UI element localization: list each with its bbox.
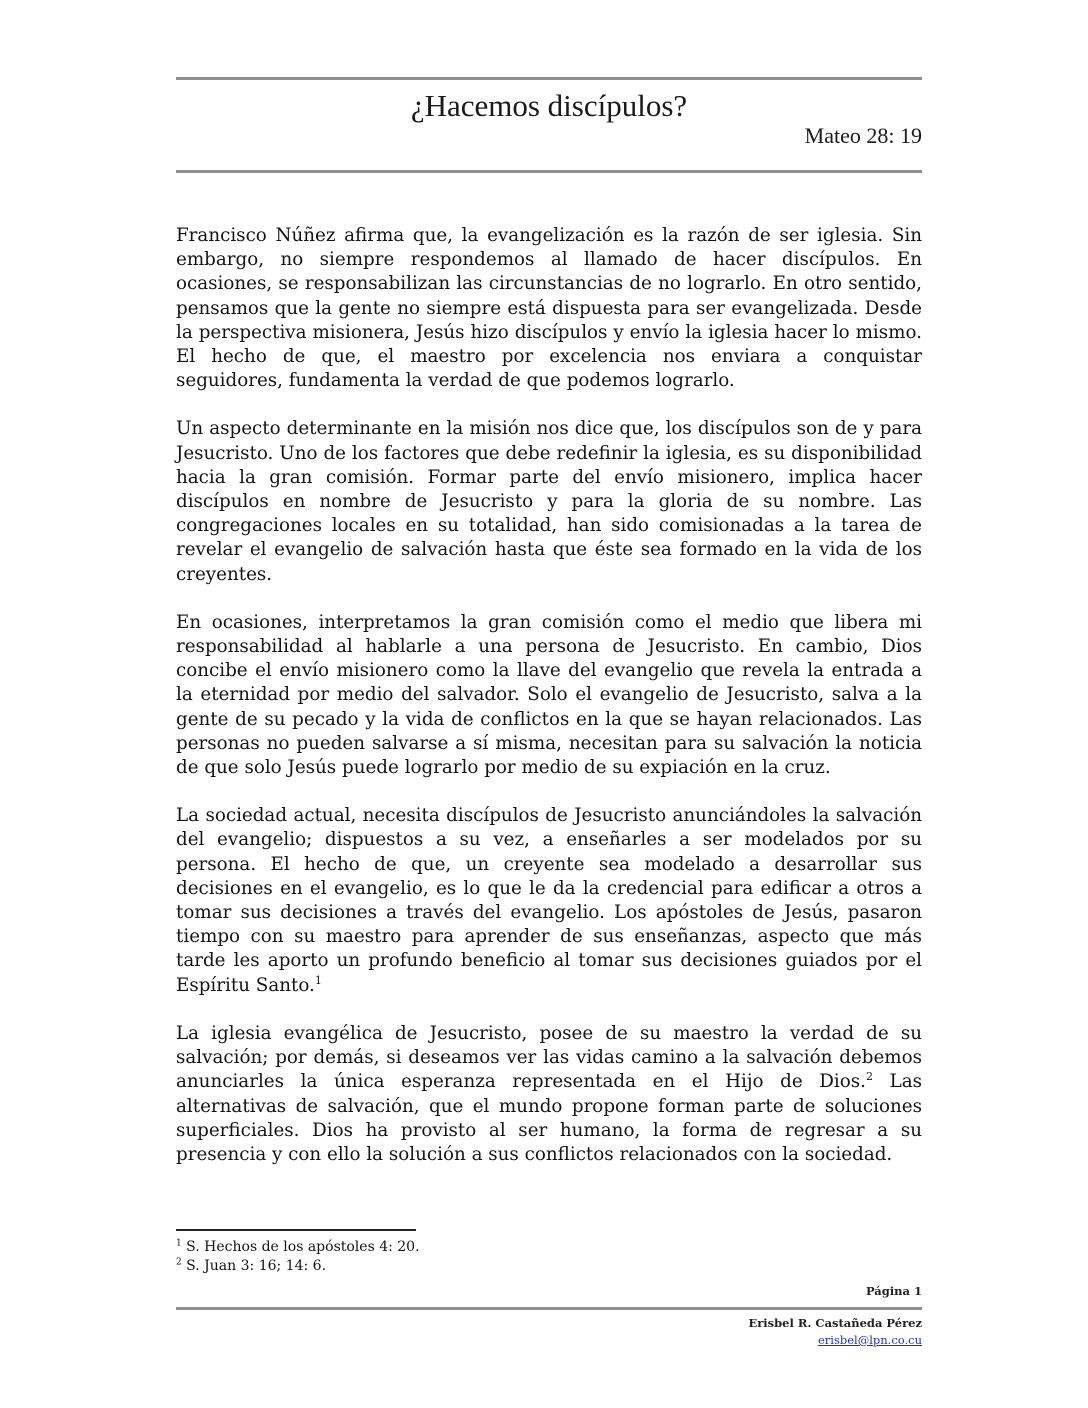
footnote-separator (176, 1229, 416, 1231)
page-number: Página 1 (865, 1284, 922, 1298)
author-name: Erisbel R. Castañeda Pérez (748, 1316, 922, 1330)
document-body (176, 224, 922, 1191)
paragraph-2: Un aspecto determinante en la misión nos dice que, los discípulos son de y para Jesucristo. Uno de los factores que debe redefinir la iglesia, es su disponibilidad hacia la gran comisión. Formar parte del envío misionero, implica hacer discípulos en nombre de Jesucristo y para la gloria de su nombre. Las congregaciones locales en su totalidad, han sido comisionadas a la tarea de revelar el evangelio de salvación hasta que éste sea formado en la vida de los creyentes. (176, 418, 922, 585)
header-bottom-rule (176, 170, 922, 173)
paragraph-5: La iglesia evangélica de Jesucristo, posee de su maestro la verdad de su salvación; por demás, si deseamos ver las vidas camino a la salvación debemos anunciarles la única esperanza representada en el Hijo de Dios.$^2$ Las alternativas de salvación, que el mundo propone forman parte de soluciones superficiales. Dios ha provisto al ser humano, la forma de regresar a su presencia y con ello la solución a sus conflictos relacionados con la sociedad. (176, 1022, 922, 1165)
paragraph-1: Francisco Núñez afirma que, la evangelización es la razón de ser iglesia. Sin embargo, no siempre respondemos al llamado de hacer discípulos. En ocasiones, se responsabilizan las circunstancias de no lograrlo. En otro sentido, pensamos que la gente no siempre está dispuesta para ser evangelizada. Desde la perspectiva misionera, Jesús hizo discípulos y envío la iglesia hacer lo mismo. El hecho de que, el maestro por excelencia nos enviara a conquistar seguidores, fundamenta la verdad de que podemos lograrlo. (176, 225, 922, 392)
footnotes (176, 1238, 922, 1275)
footnote-1: $^1$ S. Hechos de los apóstoles 4: 20. (176, 1238, 420, 1255)
footnote-ref-1[interactable]: 1 (314, 973, 322, 987)
paragraph-4: La sociedad actual, necesita discípulos de Jesucristo anunciándoles la salvación del evangelio; dispuestos a su vez, a enseñarles a ser modelados por su persona. El hecho de que, un creyente sea modelado a desarrollar sus decisiones en el evangelio, es lo que le da la credencial para edificar a otros a tomar sus decisiones a través del evangelio. Los apóstoles de Jesús, pasaron tiempo con su maestro para aprender de sus enseñanzas, aspecto que más tarde les aporto un profundo beneficio al tomar sus decisiones guiados por el Espíritu Santo.$^1$ (176, 805, 922, 996)
bible-reference: Mateo 28: 19 (804, 123, 922, 148)
footnote-ref-2[interactable]: 2 (865, 1070, 873, 1084)
header-top-rule (176, 77, 922, 80)
footnote-2: $^2$ S. Juan 3: 16; 14: 6. (176, 1256, 327, 1274)
author-email-link[interactable]: erisbel@lpn.co.cu (818, 1333, 922, 1347)
paragraph-3: En ocasiones, interpretamos la gran comisión como el medio que libera mi responsabilidad al hablarle a una persona de Jesucristo. En cambio, Dios concibe el envío misionero como la llave del evangelio que revela la entrada a la eternidad por medio del salvador. Solo el evangelio de Jesucristo, salva a la gente de su pecado y la vida de conflictos en la que se hayan relacionados. Las personas no pueden salvarse a sí misma, necesitan para su salvación la noticia de que solo Jesús puede lograrlo por medio de su expiación en la cruz. (176, 611, 922, 779)
footer-rule (176, 1307, 922, 1310)
document-title: ¿Hacemos discípulos? (410, 88, 688, 123)
